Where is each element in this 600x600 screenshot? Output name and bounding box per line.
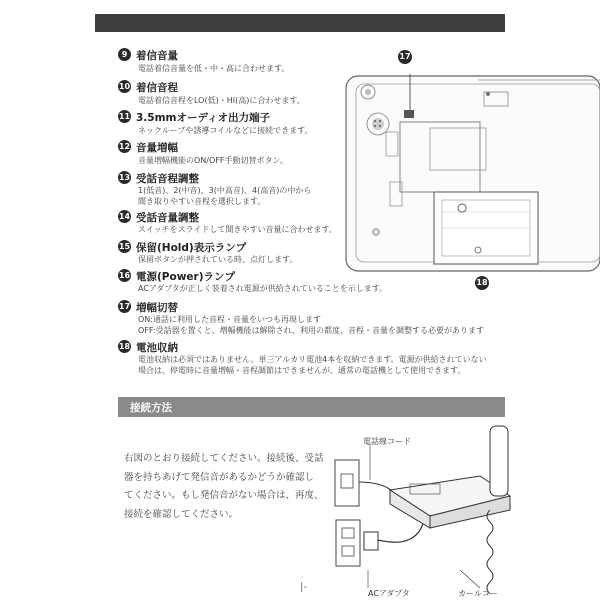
item-number: 10 [118,82,131,91]
connection-line: 接続を確認してください。 [124,508,239,520]
item-desc: 電話着信音程をLO(低)・HI(高)に合わせます。 [138,96,305,105]
item-number: 13 [118,173,131,182]
item-desc: OFF:受話器を置くと、増幅機能は解除され、利用の都度、音程・音量を調整する必要があります [138,326,485,335]
connection-diagram [330,420,600,600]
page-mark: |- [300,582,307,593]
item-title: 3.5mmオーディオ出力端子 [136,112,271,124]
item-title: 着信音程 [136,82,178,94]
item-number: 9 [118,48,131,61]
item-number: 16 [118,271,131,280]
label-phone-cord: 電話線コード [363,437,411,446]
item-title: 受話音程調整 [136,173,199,185]
phone-base-illustration [338,62,600,277]
callout-18: 18 [475,276,489,290]
callout-17: 17 [398,50,412,64]
section-header [118,397,505,417]
item-title: 電池収納 [136,342,178,354]
item-number: 18 [118,342,131,351]
item-title: 着信音量 [136,50,178,62]
item-number: 11 [118,112,131,121]
label-ac-adapter: ACアダプタ [368,589,410,598]
top-bar [95,14,505,32]
section-title: 接続方法 [130,402,172,414]
label-curl-cord: カールコー [458,589,498,598]
item-number: 12 [118,142,131,151]
item-desc: 電池収納は必須ではありません。単三アルカリ電池4本を収納できます。電源が供給されていない [138,355,487,364]
item-desc: スイッチをスライドして聞きやすい音量に合わせます。 [138,225,337,234]
connection-line: 右図のとおり接続してください。接続後、受話 [124,453,324,464]
item-title: 電源(Power)ランプ [136,271,236,283]
item-number: 15 [118,242,131,251]
item-desc: 聞き取りやすい音程を選択します。 [138,197,266,206]
item-desc: ACアダプタが正しく装着され電源が供給されていることを示します。 [138,284,388,293]
item-desc: ON:通話に利用した音程・音量をいつも再現します [138,315,321,324]
connection-instructions [124,450,339,524]
connection-line: 器を持ちあげて発信音があるかどうか確認し [124,471,315,483]
connection-line: てください。もし発信音がない場合は、再度、 [124,490,324,501]
item-desc: ネックループや誘導コイルなどに接続できます。 [138,126,313,135]
item-title: 受話音量調整 [136,212,199,224]
item-title: 保留(Hold)表示ランプ [136,242,247,254]
item-number: 14 [118,212,131,221]
item-number: 17 [118,302,131,311]
item-desc: 場合は、停電時に音量増幅・音程調節はできませんが、通常の電話機として使用できます。 [138,366,466,375]
item-title: 音量増幅 [136,142,178,154]
item-title: 増幅切替 [136,302,178,314]
item-desc: 電話着信音量を低・中・高に合わせます。 [138,64,290,73]
item-desc: 保留ボタンが押されている時、点灯します。 [138,255,298,264]
item-desc: 音量増幅機能のON/OFF手動切替ボタン。 [138,156,288,165]
item-desc: 1(低音)、2(中音)、3(中高音)、4(高音)の中から [138,186,312,195]
